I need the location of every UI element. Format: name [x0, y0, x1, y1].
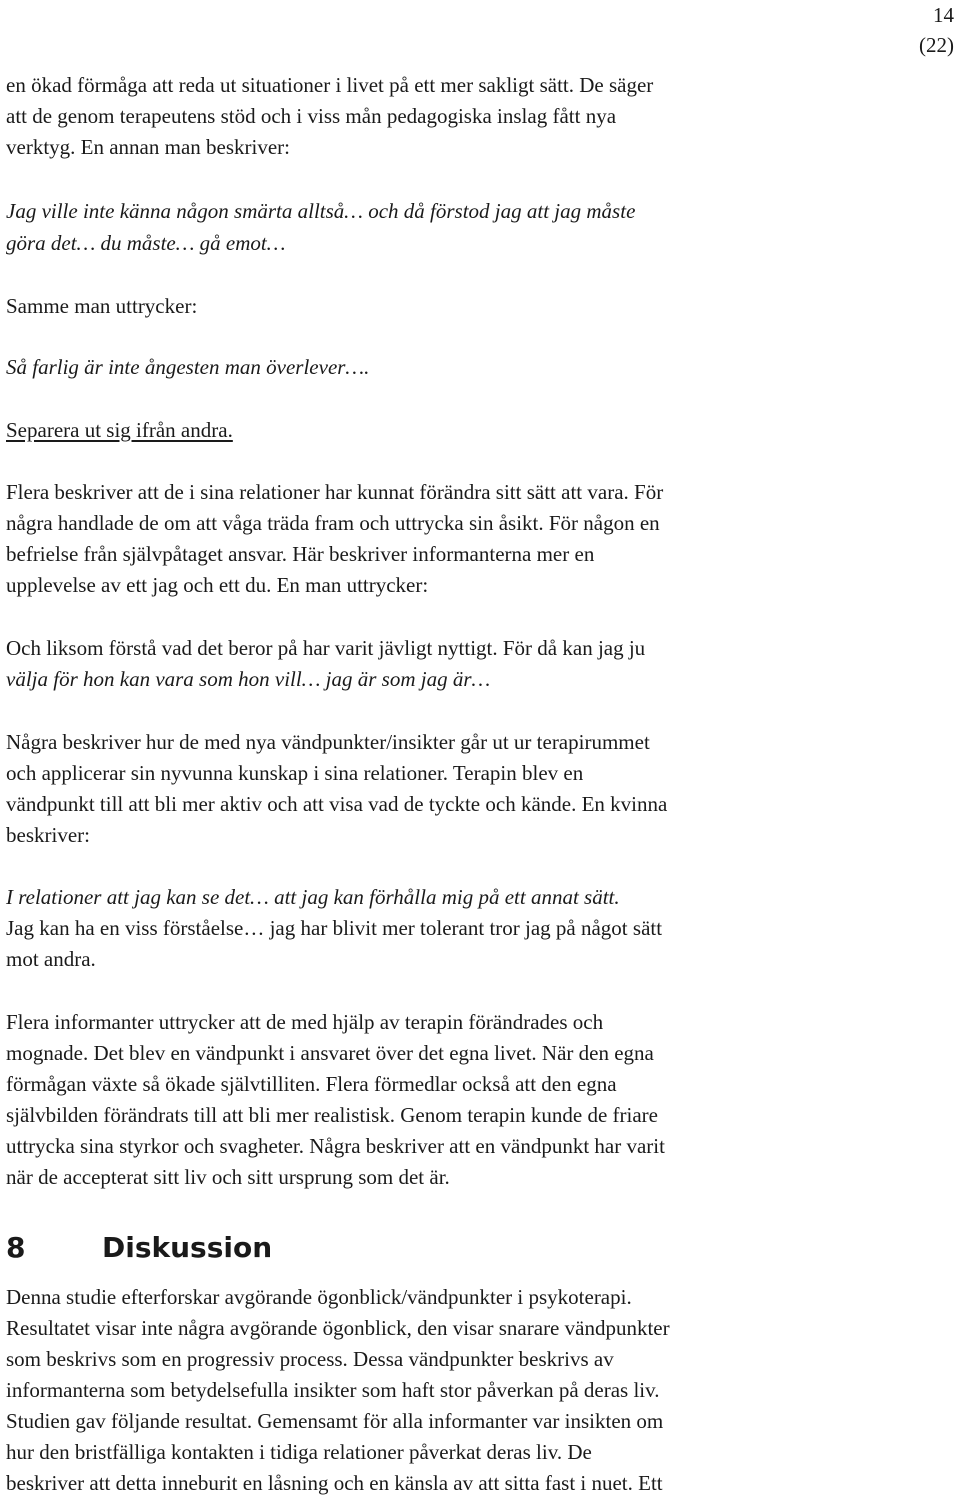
section-heading — [6, 1228, 272, 1268]
body-text-line: som beskrivs som en progressiv process. Dessa vändpunkter beskrivs av — [6, 1347, 614, 1371]
body-text-line: hur den bristfälliga kontakten i tidiga relationer påverkat deras liv. De — [6, 1440, 592, 1464]
section-number: 8 — [6, 1231, 26, 1264]
section-title: Diskussion — [102, 1231, 273, 1264]
body-text-line: vändpunkt till att bli mer aktiv och att visa vad de tyckte och kände. En kvinna — [6, 792, 668, 816]
quote-line: göra det… du måste… gå emot… — [6, 231, 286, 255]
body-text-line: Flera beskriver att de i sina relationer har kunnat förändra sitt sätt att vara. För — [6, 480, 664, 504]
page-number-current: 14 — [933, 3, 954, 27]
body-text-line: mognade. Det blev en vändpunkt i ansvaret över det egna livet. När den egna — [6, 1041, 654, 1065]
quote-line: Och liksom förstå vad det beror på har varit jävligt nyttigt. För då kan jag ju — [6, 636, 646, 660]
body-text-line: beskriver att detta inneburit en låsning och en känsla av att sitta fast i nuet. Ett — [6, 1471, 663, 1495]
quote-line: I relationer att jag kan se det… att jag kan förhålla mig på ett annat sätt. — [6, 885, 620, 909]
body-text-line: verktyg. En annan man beskriver: — [6, 135, 290, 159]
body-text-line: Denna studie efterforskar avgörande ögonblick/vändpunkter i psykoterapi. — [6, 1285, 632, 1309]
body-text-line: beskriver: — [6, 823, 90, 847]
body-text-line: att de genom terapeutens stöd och i viss mån pedagogiska inslag fått nya — [6, 104, 617, 128]
body-text-line: Flera informanter uttrycker att de med hjälp av terapin förändrades och — [6, 1010, 604, 1034]
underlined-text-line: Separera ut sig ifrån andra. — [6, 418, 233, 442]
body-text-line: Samme man uttrycker: — [6, 294, 198, 318]
quote-line: Så farlig är inte ångesten man överlever…. — [6, 355, 370, 379]
body-text-line: självbilden förändrats till att bli mer realistisk. Genom terapin kunde de friare — [6, 1103, 658, 1127]
quote-line: mot andra. — [6, 947, 96, 971]
body-text-line: uttrycka sina styrkor och svagheter. Några beskriver att en vändpunkt har varit — [6, 1134, 665, 1158]
body-text-line: några handlade de om att våga träda fram och uttrycka sin åsikt. För någon en — [6, 511, 660, 535]
body-text-line: och applicerar sin nyvunna kunskap i sina relationer. Terapin blev en — [6, 761, 584, 785]
body-text-line: upplevelse av ett jag och ett du. En man uttrycker: — [6, 573, 429, 597]
page-number-total: (22) — [919, 33, 954, 57]
quote-line: Jag kan ha en viss förståelse… jag har blivit mer tolerant tror jag på något sätt — [6, 916, 663, 940]
body-text-line: förmågan växte så ökade självtilliten. Flera förmedlar också att den egna — [6, 1072, 617, 1096]
body-text-line: Resultatet visar inte några avgörande ögonblick, den visar snarare vändpunkter — [6, 1316, 670, 1340]
body-text-line: befrielse från självpåtaget ansvar. Här beskriver informanterna mer en — [6, 542, 595, 566]
page-number — [919, 0, 954, 60]
quote-line: välja för hon kan vara som hon vill… jag är som jag är… — [6, 667, 491, 691]
body-text-line: Studien gav följande resultat. Gemensamt för alla informanter var insikten om — [6, 1409, 664, 1433]
quote-line: Jag ville inte känna någon smärta alltså… och då förstod jag att jag måste — [6, 199, 636, 223]
body-text-line: Några beskriver hur de med nya vändpunkter/insikter går ut ur terapirummet — [6, 730, 650, 754]
body-text-line: informanterna som betydelsefulla insikter som haft stor påverkan på deras liv. — [6, 1378, 660, 1402]
body-text-line: en ökad förmåga att reda ut situationer i livet på ett mer sakligt sätt. De säger — [6, 73, 654, 97]
body-text-line: när de accepterat sitt liv och sitt ursprung som det är. — [6, 1165, 450, 1189]
